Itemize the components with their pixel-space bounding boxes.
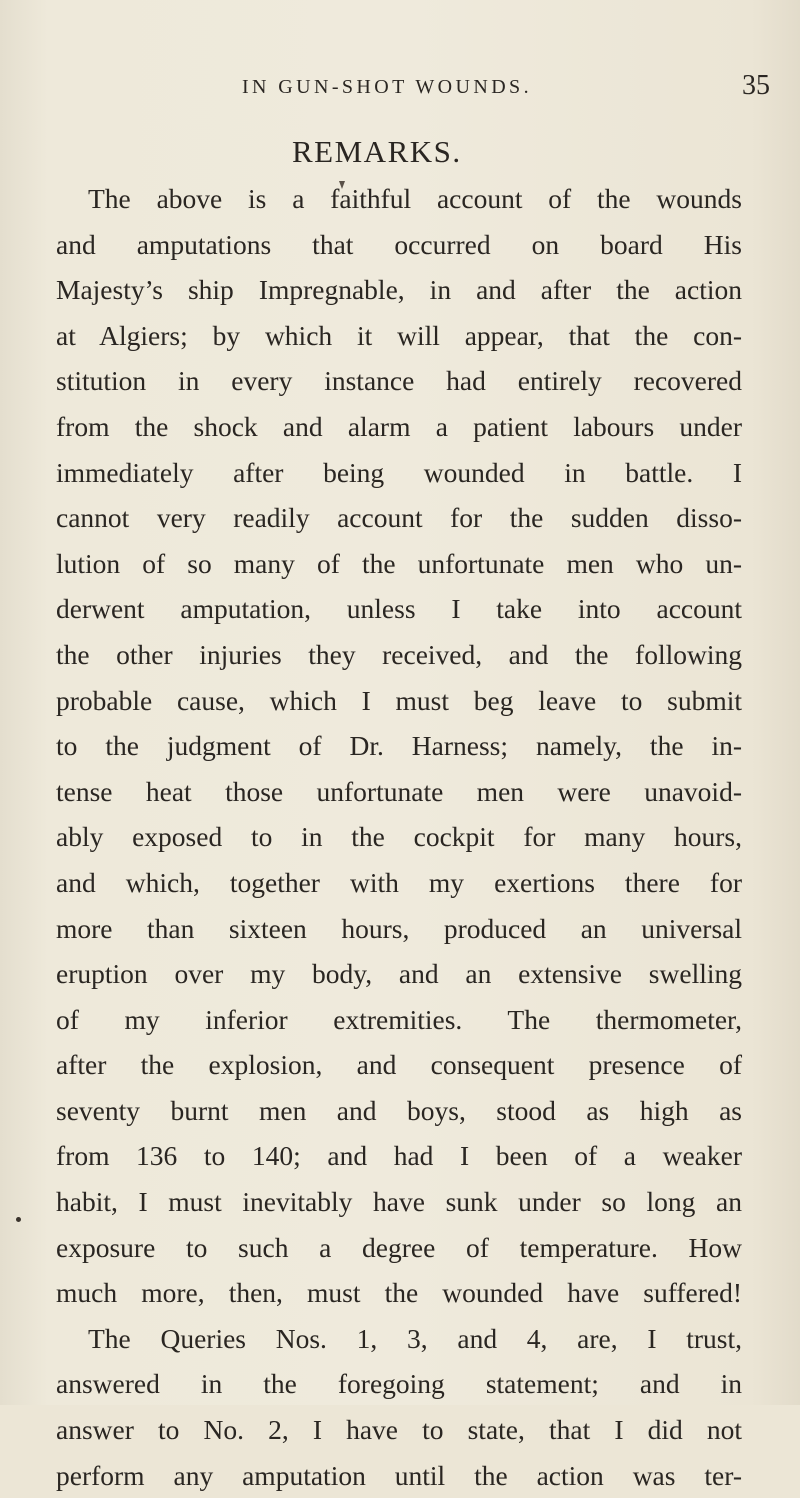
text-line: at Algiers; by which it will appear, that the con- <box>56 319 742 351</box>
text-line: derwent amputation, unless I take into account <box>56 593 742 625</box>
text-line: eruption over my body, and an extensive swelling <box>56 958 742 990</box>
text-line: Majesty’s ship Impregnable, in and after the action <box>56 274 742 306</box>
text-line: and amputations that occurred on board His <box>56 228 742 260</box>
text-line: after the explosion, and consequent presence of <box>56 1049 742 1081</box>
text-line: from the shock and alarm a patient labours under <box>56 410 742 442</box>
text-line: stitution in every instance had entirely recovered <box>56 365 742 397</box>
text-line: exposure to such a degree of temperature. How <box>56 1231 742 1263</box>
text-line: from 136 to 140; and had I been of a weaker <box>56 1140 742 1172</box>
running-head <box>0 64 800 104</box>
text-line: perform any amputation until the action was ter- <box>56 1459 742 1491</box>
text-line: The Queries Nos. 1, 3, and 4, are, I trust, <box>88 1322 742 1354</box>
page-number: 35 <box>742 70 770 101</box>
text-line: probable cause, which I must beg leave to submit <box>56 684 742 716</box>
body-text <box>56 176 742 1498</box>
text-line: answered in the foregoing statement; and in <box>56 1368 742 1400</box>
text-line: The above is a faithful account of the wounds <box>88 183 742 214</box>
text-line: cannot very readily account for the sudden disso- <box>56 502 742 534</box>
text-line: habit, I must inevitably have sunk under so long an <box>56 1186 742 1218</box>
margin-dot <box>16 1217 21 1222</box>
text-line: the other injuries they received, and the following <box>56 638 742 670</box>
text-line: more than sixteen hours, produced an universal <box>56 912 742 944</box>
text-line: of my inferior extremities. The thermometer, <box>56 1003 742 1035</box>
section-title: REMARKS. <box>292 134 462 169</box>
text-line: tense heat those unfortunate men were unavoid- <box>56 775 742 807</box>
text-line: answer to No. 2, I have to state, that I did not <box>56 1414 742 1446</box>
running-title: IN GUN-SHOT WOUNDS. <box>242 76 532 98</box>
text-line: seventy burnt men and boys, stood as high as <box>56 1094 742 1126</box>
text-line: to the judgment of Dr. Harness; namely, the in- <box>56 730 742 762</box>
text-line: lution of so many of the unfortunate men who un- <box>56 547 742 579</box>
text-line: much more, then, must the wounded have suffered! <box>56 1277 742 1309</box>
text-line: and which, together with my exertions there for <box>56 866 742 898</box>
text-line: ably exposed to in the cockpit for many hours, <box>56 821 742 853</box>
text-line: immediately after being wounded in battle. I <box>56 456 742 488</box>
